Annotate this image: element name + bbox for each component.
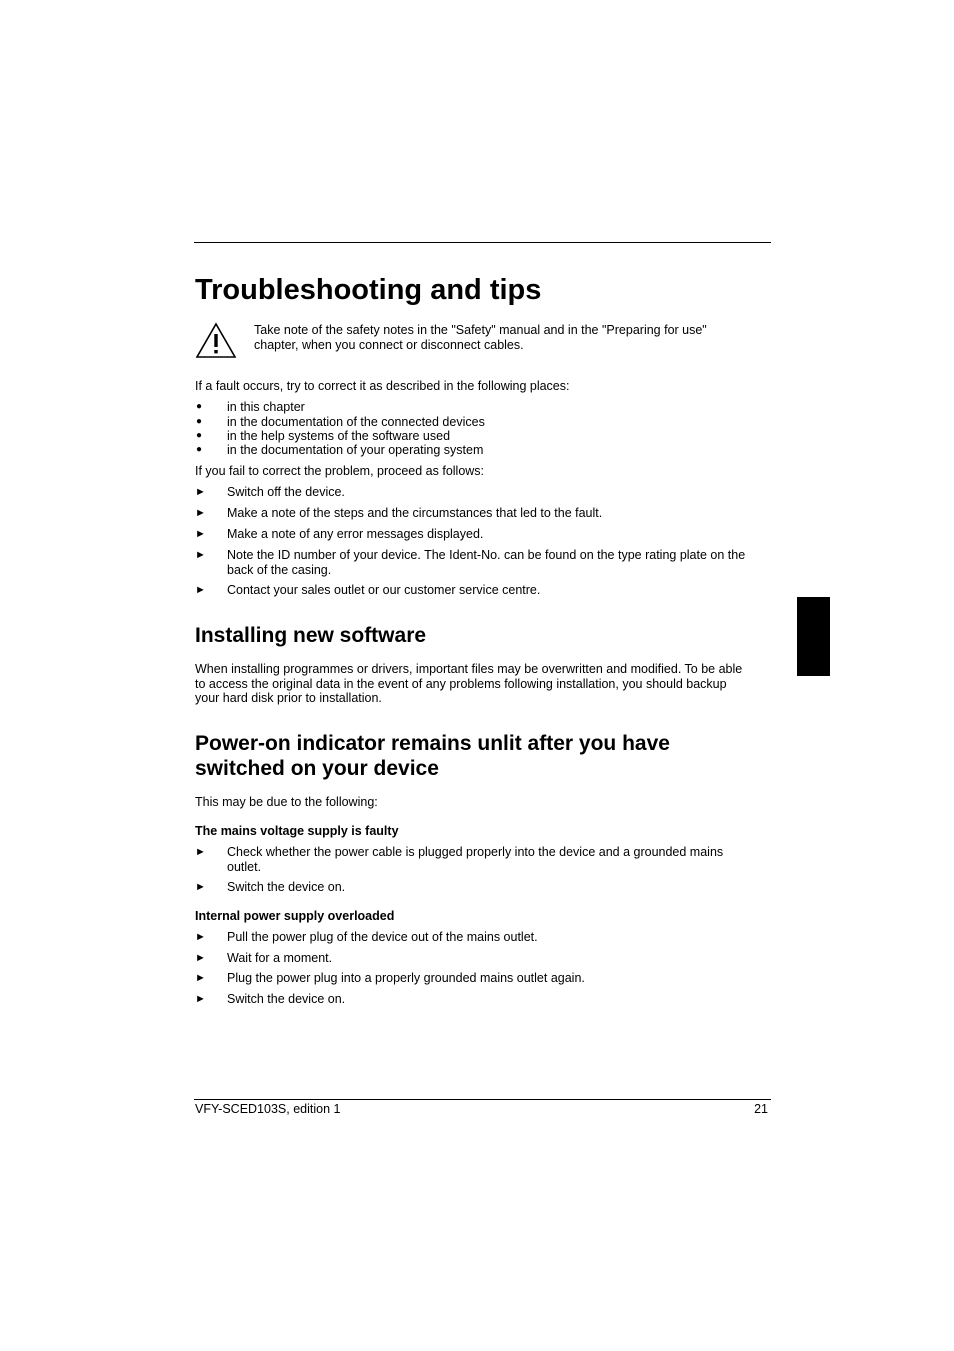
warning-text: Take note of the safety notes in the "Safety" manual and in the "Preparing for use" chapter, when you connect or disconnect cables.	[254, 323, 707, 352]
step-item: ► Plug the power plug into a properly grounded mains outlet again.	[195, 971, 585, 985]
section-heading-power: Power-on indicator remains unlit after you have switched on your device	[195, 732, 670, 780]
power-intro-text: This may be due to the following:	[195, 795, 378, 809]
subheading-mains-voltage: The mains voltage supply is faulty	[195, 824, 399, 838]
intro-text: If a fault occurs, try to correct it as described in the following places:	[195, 379, 570, 393]
step-item: ► Make a note of any error messages displayed.	[195, 527, 484, 541]
step-item: ► Contact your sales outlet or our customer service centre.	[195, 583, 541, 597]
step-item: ► Note the ID number of your device. The Ident-No. can be found on the type rating plate on the back of the casing.	[195, 548, 746, 577]
header-rule	[194, 242, 771, 243]
subheading-power-supply: Internal power supply overloaded	[195, 909, 395, 923]
footer-rule	[194, 1099, 771, 1100]
step-item: ► Pull the power plug of the device out of the mains outlet.	[195, 930, 538, 944]
step-item: ► Wait for a moment.	[195, 951, 333, 965]
footer-page-number: 21	[754, 1102, 768, 1116]
step-item: ► Switch off the device.	[195, 485, 345, 499]
list-item: ● in the documentation of your operating system	[196, 443, 484, 457]
step-item: ► Switch the device on.	[195, 880, 346, 894]
fail-intro-text: If you fail to correct the problem, proceed as follows:	[195, 464, 485, 478]
step-item: ► Make a note of the steps and the circumstances that led to the fault.	[195, 506, 603, 520]
chapter-tab-marker	[797, 597, 830, 676]
section-heading-software: Installing new software	[195, 624, 427, 647]
software-paragraph: When installing programmes or drivers, important files may be overwritten and modified. To be able to access the original data in the event of any problems following installation, you should backup your hard disk prior to installation.	[195, 662, 743, 705]
list-item: ● in the help systems of the software used	[196, 429, 451, 443]
step-item: ► Switch the device on.	[195, 992, 346, 1006]
list-item: ● in this chapter	[196, 400, 305, 414]
warning-triangle-icon	[195, 322, 237, 360]
page-title: Troubleshooting and tips	[195, 274, 542, 306]
step-item: ► Check whether the power cable is plugged properly into the device and a grounded mains outlet.	[195, 845, 724, 874]
list-item: ● in the documentation of the connected devices	[196, 415, 485, 429]
footer-doc-id: VFY-SCED103S, edition 1	[195, 1102, 341, 1116]
